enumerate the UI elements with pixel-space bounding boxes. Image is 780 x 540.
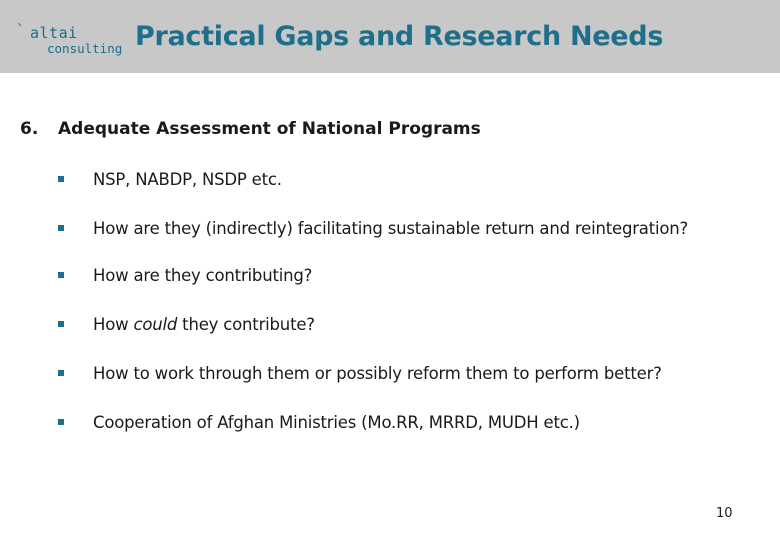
section-number: 6. [20, 119, 39, 139]
bullet-text [93, 315, 315, 334]
bullet-text: How are they (indirectly) facilitating sustainable return and reintegration? [93, 218, 689, 238]
bullet-text: NSP, NABDP, NSDP etc. [93, 169, 282, 189]
square-bullet-icon [58, 225, 64, 231]
bullet-item [58, 408, 768, 436]
bullet-text-part: How [93, 314, 134, 334]
logo-wordmark-bottom: consulting [47, 41, 123, 56]
square-bullet-icon [58, 176, 64, 182]
square-bullet-icon [58, 370, 64, 376]
bullet-text: How are they contributing? [93, 265, 313, 285]
page-number: 10 [716, 506, 733, 521]
bullet-item [58, 310, 768, 338]
square-bullet-icon [58, 321, 64, 327]
logo-wordmark-top: altai [30, 24, 78, 42]
bullet-item [58, 214, 768, 242]
bullet-text-part: they contribute? [177, 314, 315, 334]
bullet-text-emphasis: could [133, 314, 178, 334]
slide-title: Practical Gaps and Research Needs [135, 21, 664, 52]
bullet-text: Cooperation of Afghan Ministries (Mo.RR, MRRD, MUDH etc.) [93, 412, 580, 432]
bullet-item [58, 359, 768, 387]
section-heading-text: Adequate Assessment of National Programs [58, 119, 481, 139]
bullet-item [58, 165, 768, 193]
square-bullet-icon [58, 272, 64, 278]
bullet-item [58, 261, 768, 289]
logo-mark: ` [16, 23, 25, 39]
square-bullet-icon [58, 419, 64, 425]
bullet-text: How to work through them or possibly reform them to perform better? [93, 363, 662, 383]
